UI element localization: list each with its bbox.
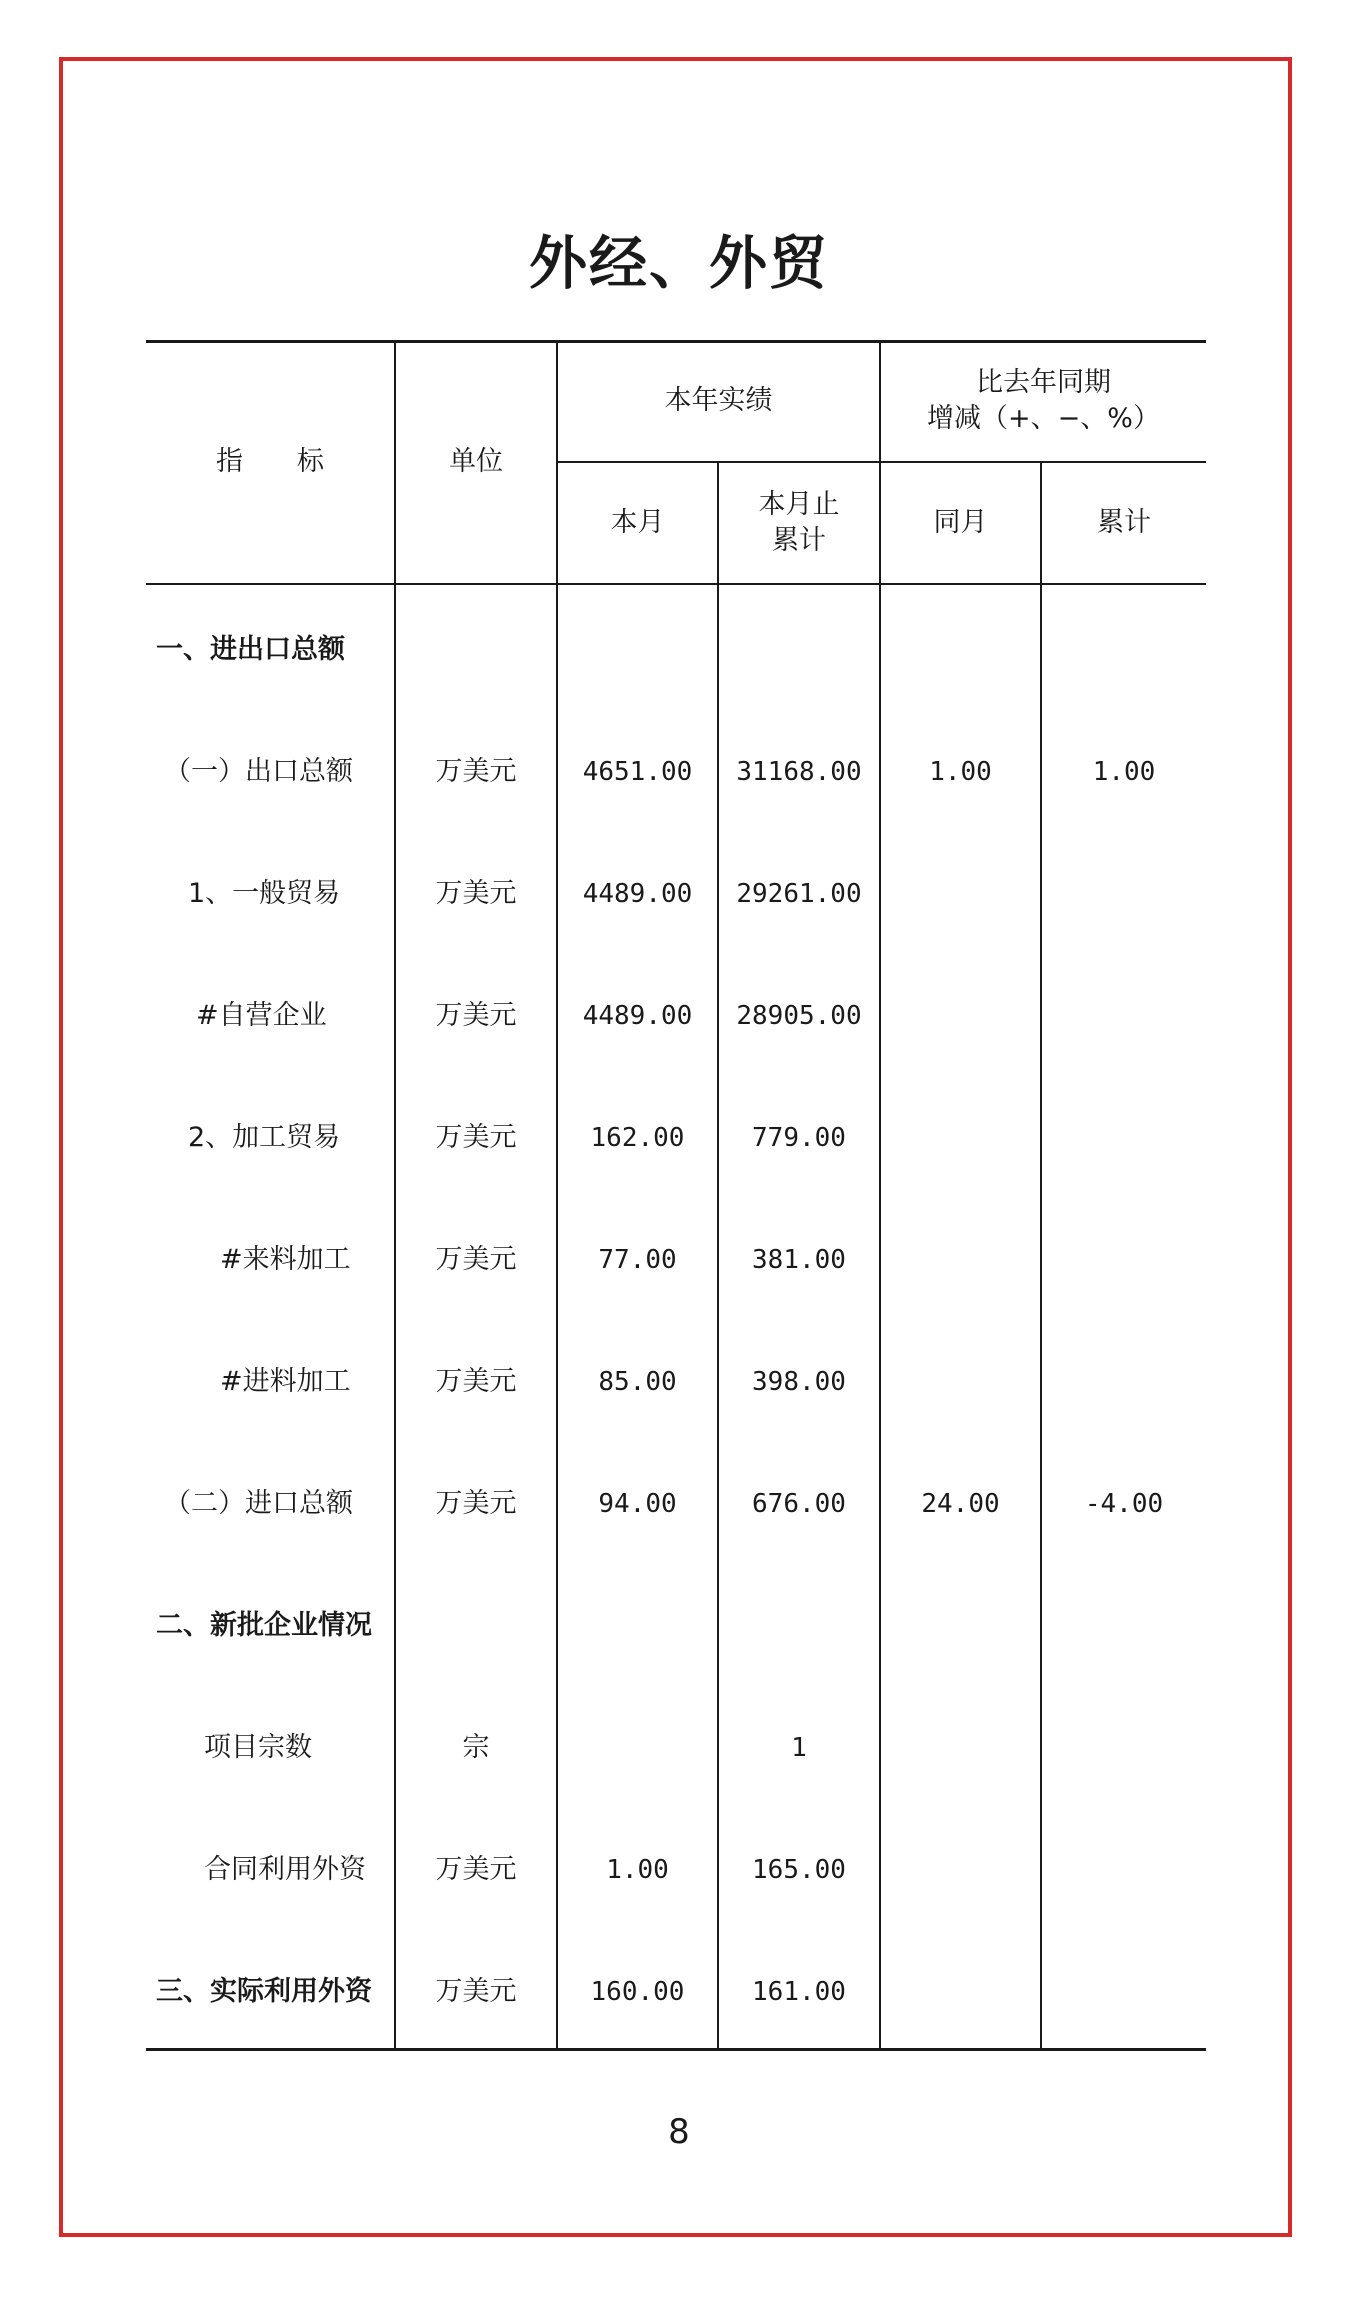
cell-yoy-ytd — [1042, 1586, 1206, 1666]
header-cumulative-to-month — [719, 463, 879, 583]
cell-unit — [396, 610, 556, 690]
cell-unit: 万美元 — [435, 1000, 517, 1031]
header-unit: 单位 — [449, 446, 503, 477]
table-row — [146, 1586, 1206, 1666]
cell-yoy-ytd — [1042, 1830, 1206, 1910]
cell-yoy-ytd — [1042, 1952, 1206, 2032]
header-indicator: 指 标 — [216, 446, 324, 477]
row-label: 1、一般贸易 — [188, 878, 341, 909]
header-yoy-line2: 增减（+、−、%） — [927, 402, 1160, 434]
header-same-month: 同月 — [933, 507, 988, 538]
col-divider-2 — [556, 340, 558, 2050]
cell-yoy-month — [881, 1342, 1040, 1422]
header-cumulative-line2: 累计 — [772, 525, 826, 556]
cell-yoy-ytd — [1042, 1342, 1206, 1422]
cell-unit — [396, 1586, 556, 1666]
cell-yoy-ytd — [1042, 1220, 1206, 1300]
cell-yoy-month — [881, 610, 1040, 690]
cell-yoy-month — [881, 854, 1040, 934]
cell-ytd: 1 — [791, 1733, 807, 1763]
cell-ytd: 779.00 — [752, 1123, 846, 1153]
cell-this-month: 160.00 — [590, 1977, 685, 2007]
row-label: 二、新批企业情况 — [156, 1610, 372, 1641]
cell-ytd: 29261.00 — [736, 879, 862, 909]
cell-unit: 万美元 — [435, 756, 517, 787]
cell-yoy-month — [881, 1708, 1040, 1788]
header-this-month: 本月 — [610, 507, 665, 538]
cell-unit: 万美元 — [435, 1366, 517, 1397]
col-divider-1 — [394, 340, 396, 2050]
cell-this-month: 85.00 — [598, 1367, 677, 1397]
header-yoy — [881, 340, 1206, 461]
cell-ytd — [719, 610, 879, 690]
row-label: （一）出口总额 — [164, 756, 353, 787]
cell-ytd: 165.00 — [752, 1855, 846, 1885]
row-label: 2、加工贸易 — [188, 1122, 341, 1153]
col-divider-4 — [879, 340, 881, 2050]
cell-yoy-month: 24.00 — [921, 1489, 1000, 1519]
table-row — [146, 1464, 1206, 1544]
header-this-year: 本年实绩 — [664, 384, 773, 416]
cell-unit: 宗 — [462, 1732, 490, 1763]
cell-this-month — [558, 610, 717, 690]
table-row — [146, 1830, 1206, 1910]
cell-this-month — [558, 1586, 717, 1666]
row-label: 三、实际利用外资 — [156, 1976, 372, 2007]
cell-yoy-month — [881, 1220, 1040, 1300]
cell-this-month: 162.00 — [590, 1123, 685, 1153]
cell-unit: 万美元 — [435, 1854, 517, 1885]
cell-ytd: 31168.00 — [736, 757, 862, 787]
table-row — [146, 1098, 1206, 1178]
cell-yoy-ytd — [1042, 610, 1206, 690]
cell-unit: 万美元 — [435, 878, 517, 909]
cell-this-month — [558, 1708, 717, 1788]
cell-this-month: 94.00 — [598, 1489, 677, 1519]
table-row — [146, 976, 1206, 1056]
cell-ytd — [719, 1586, 879, 1666]
cell-unit: 万美元 — [435, 1122, 517, 1153]
cell-yoy-month: 1.00 — [929, 757, 992, 787]
table-row — [146, 1342, 1206, 1422]
page-title: 外经、外贸 — [528, 229, 829, 297]
cell-unit: 万美元 — [435, 1488, 517, 1519]
table-bottom-rule — [146, 2048, 1206, 2051]
cell-ytd: 398.00 — [752, 1367, 846, 1397]
cell-unit: 万美元 — [435, 1244, 517, 1275]
table-row — [146, 854, 1206, 934]
cell-ytd: 676.00 — [752, 1489, 846, 1519]
table-row — [146, 610, 1206, 690]
row-label: （二）进口总额 — [164, 1488, 353, 1519]
table-row — [146, 732, 1206, 812]
cell-yoy-ytd — [1042, 976, 1206, 1056]
cell-this-month: 1.00 — [606, 1855, 669, 1885]
table-row — [146, 1952, 1206, 2032]
row-label: 一、进出口总额 — [156, 634, 345, 665]
cell-this-month: 77.00 — [598, 1245, 677, 1275]
cell-this-month: 4489.00 — [582, 879, 693, 909]
row-label: 合同利用外资 — [204, 1854, 366, 1885]
header-yoy-line1: 比去年同期 — [976, 366, 1111, 398]
row-label: #进料加工 — [220, 1366, 351, 1397]
cell-yoy-ytd: 1.00 — [1092, 757, 1156, 787]
cell-yoy-month — [881, 1098, 1040, 1178]
cell-yoy-month — [881, 1952, 1040, 2032]
table-row — [146, 1708, 1206, 1788]
cell-yoy-month — [881, 1830, 1040, 1910]
header-cumulative-line1: 本月止 — [758, 489, 840, 520]
header-cumulative: 累计 — [1097, 507, 1151, 538]
cell-yoy-month — [881, 976, 1040, 1056]
cell-yoy-ytd — [1042, 1708, 1206, 1788]
cell-yoy-month — [881, 1586, 1040, 1666]
cell-this-month: 4489.00 — [582, 1001, 693, 1031]
cell-this-month: 4651.00 — [582, 757, 693, 787]
cell-yoy-ytd — [1042, 1098, 1206, 1178]
cell-unit: 万美元 — [435, 1976, 517, 2007]
cell-ytd: 161.00 — [752, 1977, 846, 2007]
page-number: 8 — [668, 2112, 690, 2152]
cell-yoy-ytd — [1042, 854, 1206, 934]
cell-yoy-ytd: -4.00 — [1084, 1489, 1164, 1519]
cell-ytd: 381.00 — [752, 1245, 846, 1275]
row-label: 项目宗数 — [204, 1732, 312, 1763]
table-row — [146, 1220, 1206, 1300]
row-label: #自营企业 — [196, 1000, 327, 1031]
row-label: #来料加工 — [220, 1244, 351, 1275]
foreign-trade-table — [146, 340, 1206, 2052]
cell-ytd: 28905.00 — [736, 1001, 862, 1031]
